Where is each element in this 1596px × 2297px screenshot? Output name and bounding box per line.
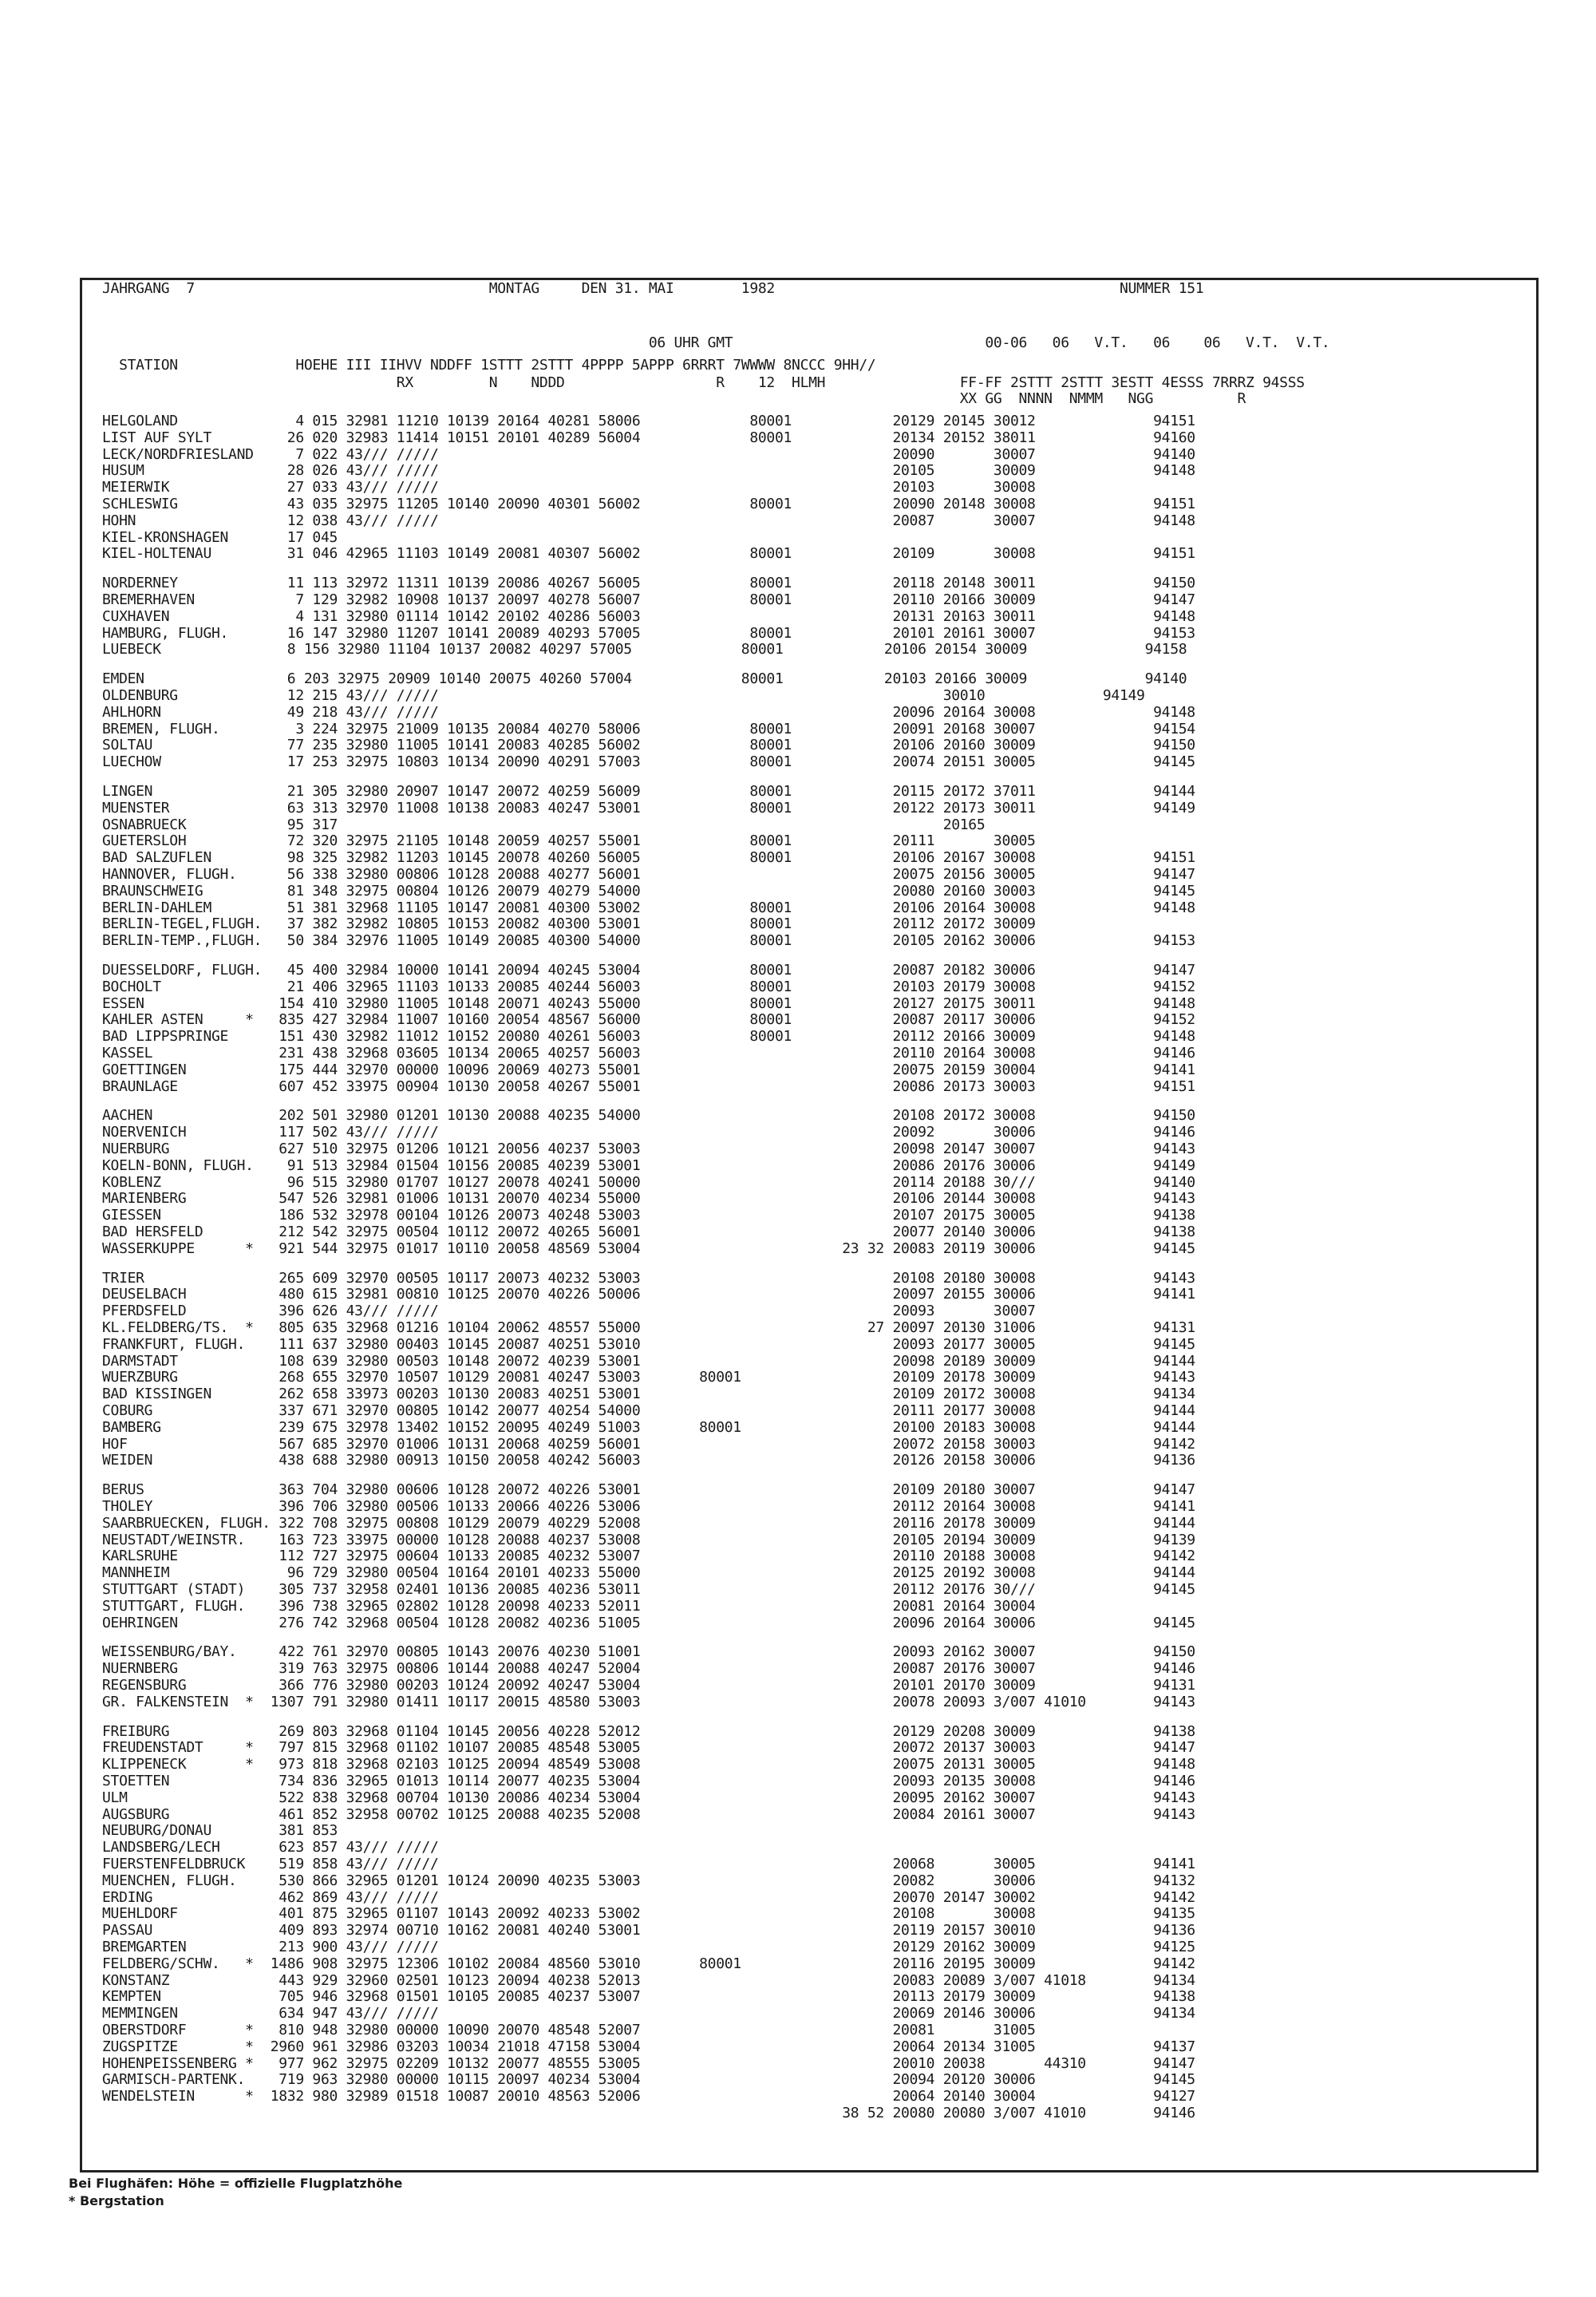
station-row: HOHENPEISSENBERG * 977 962 32975 02209 10132 20077 48555 53005 20010 20038 44310 94147 — [102, 2055, 1195, 2072]
station-row: BERUS 363 704 32980 00606 10128 20072 40226 53001 20109 20180 30007 94147 — [102, 1481, 1195, 1498]
station-row: FUERSTENFELDBRUCK 519 858 43/// ///// 20068 30005 94141 — [102, 1856, 1195, 1872]
station-row: MUEHLDORF 401 875 32965 01107 10143 20092 40233 53002 20108 30008 94135 — [102, 1905, 1195, 1922]
station-row: KIEL-KRONSHAGEN 17 045 — [102, 529, 338, 546]
station-row: COBURG 337 671 32970 00805 10142 20077 40254 54000 20111 20177 30008 94144 — [102, 1402, 1195, 1419]
station-row: FRANKFURT, FLUGH. 111 637 32980 00403 10145 20087 40251 53010 20093 20177 30005 94145 — [102, 1336, 1195, 1353]
station-row: BERLIN-DAHLEM 51 381 32968 11105 10147 20081 40300 53002 80001 20106 20164 30008 94148 — [102, 899, 1195, 916]
station-row: NEUSTADT/WEINSTR. 163 723 33975 00000 10128 20088 40237 53008 20105 20194 30009 94139 — [102, 1532, 1195, 1548]
station-row: NORDERNEY 11 113 32972 11311 10139 20086 40267 56005 80001 20118 20148 30011 94150 — [102, 575, 1195, 591]
station-row: LUEBECK 8 156 32980 11104 10137 20082 40297 57005 80001 20106 20154 30009 94158 — [102, 641, 1187, 658]
station-row: AHLHORN 49 218 43/// ///// 20096 20164 30008 94148 — [102, 704, 1195, 721]
station-row: MUENSTER 63 313 32970 11008 10138 20083 40247 53001 80001 20122 20173 30011 94149 — [102, 800, 1195, 816]
station-row: GOETTINGEN 175 444 32970 00000 10096 20069 40273 55001 20075 20159 30004 94141 — [102, 1062, 1195, 1078]
station-row: DEUSELBACH 480 615 32981 00810 10125 20070 40226 50006 20097 20155 30006 94141 — [102, 1286, 1195, 1303]
station-row: OEHRINGEN 276 742 32968 00504 10128 20082 40236 51005 20096 20164 30006 94145 — [102, 1615, 1195, 1631]
station-row: REGENSBURG 366 776 32980 00203 10124 20092 40247 53004 20101 20170 30009 94131 — [102, 1677, 1195, 1694]
station-row: BAD SALZUFLEN 98 325 32982 11203 10145 20078 40260 56005 80001 20106 20167 30008 94151 — [102, 849, 1195, 866]
station-row: NUERNBERG 319 763 32975 00806 10144 20088 40247 52004 20087 20176 30007 94146 — [102, 1660, 1195, 1677]
station-row: LIST AUF SYLT 26 020 32983 11414 10151 20101 40289 56004 80001 20134 20152 38011 94160 — [102, 429, 1195, 446]
station-row: HAMBURG, FLUGH. 16 147 32980 11207 10141 20089 40293 57005 80001 20101 20161 30007 94153 — [102, 625, 1195, 642]
station-row: BERLIN-TEGEL,FLUGH. 37 382 32982 10805 10153 20082 40300 53001 80001 20112 20172 30009 — [102, 915, 1036, 932]
station-row: DUESSELDORF, FLUGH. 45 400 32984 10000 10141 20094 40245 53004 80001 20087 20182 30006 94147 — [102, 962, 1195, 978]
station-row: BAD HERSFELD 212 542 32975 00504 10112 20072 40265 56001 20077 20140 30006 94138 — [102, 1224, 1195, 1240]
station-row: BOCHOLT 21 406 32965 11103 10133 20085 40244 56003 80001 20103 20179 30008 94152 — [102, 978, 1195, 995]
footnote-airports: Bei Flughäfen: Höhe = offizielle Flugplatzhöhe — [69, 2176, 403, 2191]
station-row: HUSUM 28 026 43/// ///// 20105 30009 94148 — [102, 462, 1195, 479]
column-header-line-3: RX N NDDD R 12 HLMH FF-FF 2STTT 2STTT 3ESTT 4ESSS 7RRRZ 94SSS — [102, 374, 1305, 391]
station-row: 38 52 20080 20080 3/007 41010 94146 — [102, 2105, 1195, 2121]
station-row: PFERDSFELD 396 626 43/// ///// 20093 30007 — [102, 1303, 1036, 1319]
station-row: MEMMINGEN 634 947 43/// ///// 20069 20146 30006 94134 — [102, 2005, 1195, 2022]
station-row: WUERZBURG 268 655 32970 10507 10129 20081 40247 53003 80001 20109 20178 30009 94143 — [102, 1369, 1195, 1386]
station-row: AUGSBURG 461 852 32958 00702 10125 20088 40235 52008 20084 20161 30007 94143 — [102, 1806, 1195, 1823]
station-row: BREMERHAVEN 7 129 32982 10908 10137 20097 40278 56007 80001 20110 20166 30009 94147 — [102, 591, 1195, 608]
station-row: KEMPTEN 705 946 32968 01501 10105 20085 40237 53007 20113 20179 30009 94138 — [102, 1988, 1195, 2005]
station-row: ESSEN 154 410 32980 11005 10148 20071 40243 55000 80001 20127 20175 30011 94148 — [102, 995, 1195, 1012]
station-row: KAHLER ASTEN * 835 427 32984 11007 10160 20054 48567 56000 80001 20087 20117 30006 94152 — [102, 1011, 1195, 1028]
station-row: WEISSENBURG/BAY. 422 761 32970 00805 10143 20076 40230 51001 20093 20162 30007 94150 — [102, 1643, 1195, 1660]
station-row: BREMGARTEN 213 900 43/// ///// 20129 20162 30009 94125 — [102, 1939, 1195, 1955]
station-row: PASSAU 409 893 32974 00710 10162 20081 40240 53001 20119 20157 30010 94136 — [102, 1922, 1195, 1939]
station-row: HANNOVER, FLUGH. 56 338 32980 00806 10128 20088 40277 56001 20075 20156 30005 94147 — [102, 866, 1195, 883]
station-row: STUTTGART, FLUGH. 396 738 32965 02802 10128 20098 40233 52011 20081 20164 30004 — [102, 1598, 1036, 1615]
station-row: ULM 522 838 32968 00704 10130 20086 40234 53004 20095 20162 30007 94143 — [102, 1789, 1195, 1806]
station-row: BAMBERG 239 675 32978 13402 10152 20095 40249 51003 80001 20100 20183 30008 94144 — [102, 1419, 1195, 1436]
station-row: LUECHOW 17 253 32975 10803 10134 20090 40291 57003 80001 20074 20151 30005 94145 — [102, 753, 1195, 770]
station-row: ERDING 462 869 43/// ///// 20070 20147 30002 94142 — [102, 1889, 1195, 1906]
column-header-line-2: STATION HOEHE III IIHVV NDDFF 1STTT 2STTT 4PPPP 5APPP 6RRRT 7WWWW 8NCCC 9HH// — [102, 357, 876, 374]
station-row: BREMEN, FLUGH. 3 224 32975 21009 10135 20084 40270 58006 80001 20091 20168 30007 94154 — [102, 721, 1195, 737]
column-header-line-1: 06 UHR GMT 00-06 06 V.T. 06 06 V.T. V.T. — [102, 334, 1330, 351]
station-row: SOLTAU 77 235 32980 11005 10141 20083 40285 56002 80001 20106 20160 30009 94150 — [102, 737, 1195, 753]
station-row: OSNABRUECK 95 317 20165 — [102, 816, 986, 833]
station-row: KOBLENZ 96 515 32980 01707 10127 20078 40241 50000 20114 20188 30/// 94140 — [102, 1174, 1195, 1191]
station-row: NUERBURG 627 510 32975 01206 10121 20056 40237 53003 20098 20147 30007 94143 — [102, 1141, 1195, 1157]
station-row: WASSERKUPPE * 921 544 32975 01017 10110 20058 48569 53004 23 32 20083 20119 30006 94145 — [102, 1240, 1195, 1257]
station-row: NEUBURG/DONAU 381 853 — [102, 1822, 338, 1839]
station-row: FELDBERG/SCHW. * 1486 908 32975 12306 10102 20084 48560 53010 80001 20116 20195 30009 94142 — [102, 1955, 1195, 1972]
station-row: FREIBURG 269 803 32968 01104 10145 20056 40228 52012 20129 20208 30009 94138 — [102, 1723, 1195, 1740]
station-row: FREUDENSTADT * 797 815 32968 01102 10107 20085 48548 53005 20072 20137 30003 94147 — [102, 1739, 1195, 1756]
station-row: KIEL-HOLTENAU 31 046 42965 11103 10149 20081 40307 56002 80001 20109 30008 94151 — [102, 545, 1195, 562]
station-row: BRAUNSCHWEIG 81 348 32975 00804 10126 20079 40279 54000 20080 20160 30003 94145 — [102, 883, 1195, 899]
station-row: GUETERSLOH 72 320 32975 21105 10148 20059 40257 55001 80001 20111 30005 — [102, 832, 1036, 849]
station-row: WENDELSTEIN * 1832 980 32989 01518 10087 20010 48563 52006 20064 20140 30004 94127 — [102, 2088, 1195, 2105]
station-row: KL.FELDBERG/TS. * 805 635 32968 01216 10104 20062 48557 55000 27 20097 20130 31006 94131 — [102, 1319, 1195, 1336]
station-row: CUXHAVEN 4 131 32980 01114 10142 20102 40286 56003 20131 20163 30011 94148 — [102, 608, 1195, 625]
station-row: SCHLESWIG 43 035 32975 11205 10140 20090 40301 56002 80001 20090 20148 30008 94151 — [102, 496, 1195, 512]
station-row: STOETTEN 734 836 32965 01013 10114 20077 40235 53004 20093 20135 30008 94146 — [102, 1773, 1195, 1789]
station-row: DARMSTADT 108 639 32980 00503 10148 20072 40239 53001 20098 20189 30009 94144 — [102, 1353, 1195, 1370]
station-row: GARMISCH-PARTENK. 719 963 32980 00000 10115 20097 40234 53004 20094 20120 30006 94145 — [102, 2071, 1195, 2088]
station-row: KONSTANZ 443 929 32960 02501 10123 20094 40238 52013 20083 20089 3/007 41018 94134 — [102, 1972, 1195, 1989]
station-row: ZUGSPITZE * 2960 961 32986 03203 10034 21018 47158 53004 20064 20134 31005 94137 — [102, 2038, 1195, 2055]
station-row: KOELN-BONN, FLUGH. 91 513 32984 01504 10156 20085 40239 53001 20086 20176 30006 94149 — [102, 1157, 1195, 1174]
station-row: OLDENBURG 12 215 43/// ///// 30010 94149 — [102, 687, 1145, 704]
station-row: TRIER 265 609 32970 00505 10117 20073 40232 53003 20108 20180 30008 94143 — [102, 1270, 1195, 1287]
station-row: HOF 567 685 32970 01006 10131 20068 40259 56001 20072 20158 30003 94142 — [102, 1436, 1195, 1453]
station-row: BAD KISSINGEN 262 658 33973 00203 10130 20083 40251 53001 20109 20172 30008 94134 — [102, 1386, 1195, 1402]
station-row: OBERSTDORF * 810 948 32980 00000 10090 20070 48548 52007 20081 31005 — [102, 2022, 1036, 2038]
station-row: BRAUNLAGE 607 452 33975 00904 10130 20058 40267 55001 20086 20173 30003 94151 — [102, 1078, 1195, 1095]
column-header-line-4: XX GG NNNN NMMM NGG R — [102, 390, 1246, 407]
station-row: GIESSEN 186 532 32978 00104 10126 20073 40248 53003 20107 20175 30005 94138 — [102, 1207, 1195, 1224]
station-row: THOLEY 396 706 32980 00506 10133 20066 40226 53006 20112 20164 30008 94141 — [102, 1498, 1195, 1515]
station-row: KARLSRUHE 112 727 32975 00604 10133 20085 40232 53007 20110 20188 30008 94142 — [102, 1548, 1195, 1564]
footnote-mountain-station: * Bergstation — [69, 2193, 164, 2208]
station-row: KASSEL 231 438 32968 03605 10134 20065 40257 56003 20110 20164 30008 94146 — [102, 1045, 1195, 1062]
station-row: SAARBRUECKEN, FLUGH. 322 708 32975 00808 10129 20079 40229 52008 20116 20178 30009 94144 — [102, 1515, 1195, 1532]
station-row: MANNHEIM 96 729 32980 00504 10164 20101 40233 55000 20125 20192 30008 94144 — [102, 1564, 1195, 1581]
station-row: BAD LIPPSPRINGE 151 430 32982 11012 10152 20080 40261 56003 80001 20112 20166 30009 94148 — [102, 1028, 1195, 1045]
station-row: HELGOLAND 4 015 32981 11210 10139 20164 40281 58006 80001 20129 20145 30012 94151 — [102, 413, 1195, 429]
station-row: EMDEN 6 203 32975 20909 10140 20075 40260 57004 80001 20103 20166 30009 94140 — [102, 670, 1187, 687]
station-row: WEIDEN 438 688 32980 00913 10150 20058 40242 56003 20126 20158 30006 94136 — [102, 1452, 1195, 1469]
station-row: LINGEN 21 305 32980 20907 10147 20072 40259 56009 80001 20115 20172 37011 94144 — [102, 783, 1195, 800]
station-row: MUENCHEN, FLUGH. 530 866 32965 01201 10124 20090 40235 53003 20082 30006 94132 — [102, 1872, 1195, 1889]
station-row: BERLIN-TEMP.,FLUGH. 50 384 32976 11005 10149 20085 40300 54000 80001 20105 20162 30006 94153 — [102, 932, 1195, 949]
station-row: LANDSBERG/LECH 623 857 43/// ///// — [102, 1839, 439, 1856]
station-row: MARIENBERG 547 526 32981 01006 10131 20070 40234 55000 20106 20144 30008 94143 — [102, 1190, 1195, 1207]
station-row: STUTTGART (STADT) 305 737 32958 02401 10136 20085 40236 53011 20112 20176 30/// 94145 — [102, 1581, 1195, 1598]
station-row: AACHEN 202 501 32980 01201 10130 20088 40235 54000 20108 20172 30008 94150 — [102, 1107, 1195, 1124]
station-row: NOERVENICH 117 502 43/// ///// 20092 30006 94146 — [102, 1124, 1195, 1141]
report-header-line: JAHRGANG 7 MONTAG DEN 31. MAI 1982 NUMMER 151 — [102, 280, 1204, 297]
station-row: MEIERWIK 27 033 43/// ///// 20103 30008 — [102, 479, 1036, 496]
station-row: LECK/NORDFRIESLAND 7 022 43/// ///// 20090 30007 94140 — [102, 446, 1195, 463]
station-row: GR. FALKENSTEIN * 1307 791 32980 01411 10117 20015 48580 53003 20078 20093 3/007 41010 94143 — [102, 1694, 1195, 1710]
station-row: HOHN 12 038 43/// ///// 20087 30007 94148 — [102, 512, 1195, 529]
station-row: KLIPPENECK * 973 818 32968 02103 10125 20094 48549 53008 20075 20131 30005 94148 — [102, 1756, 1195, 1773]
